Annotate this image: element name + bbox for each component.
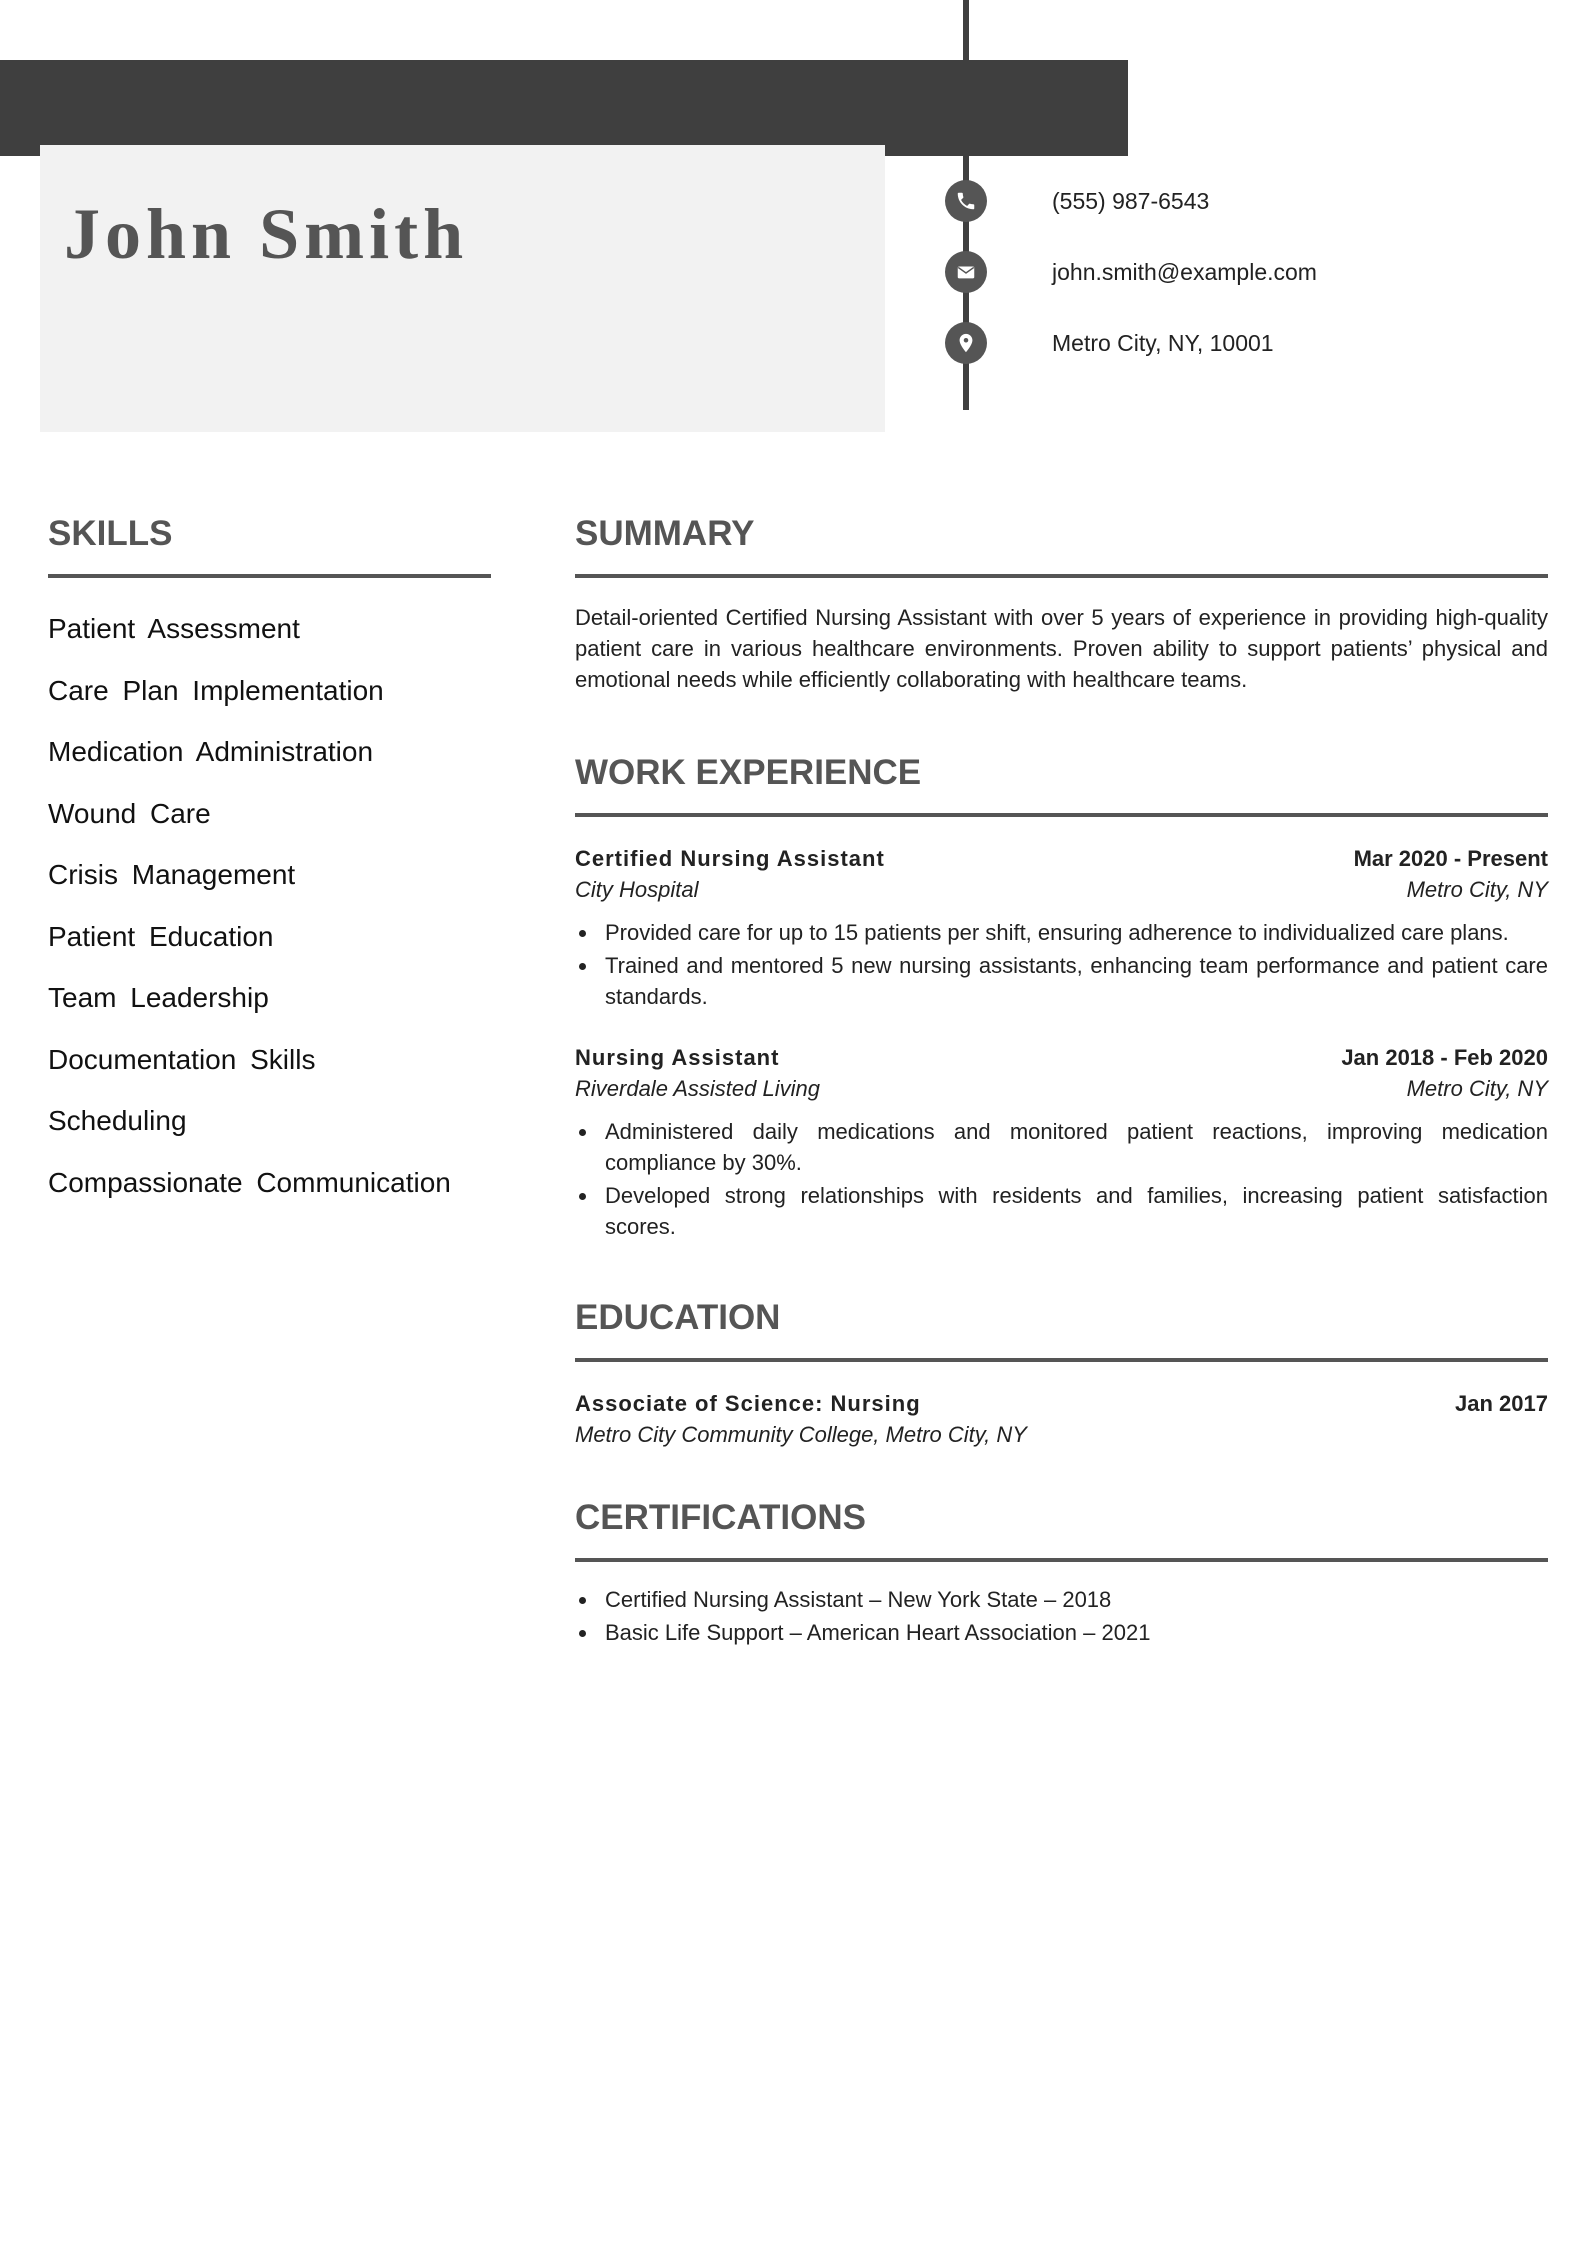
job-bullet: Trained and mentored 5 new nursing assistants, enhancing team performance and patient care standards. bbox=[575, 950, 1548, 1012]
job-bullets bbox=[575, 1116, 1548, 1242]
school: Metro City Community College, Metro City, NY bbox=[575, 1422, 1027, 1447]
contact-email-text: john.smith@example.com bbox=[1052, 258, 1317, 285]
skill-item: Medication Administration bbox=[48, 736, 374, 767]
education-entry bbox=[575, 1388, 1548, 1450]
experience-title: WORK EXPERIENCE bbox=[575, 753, 922, 792]
location-pin-icon bbox=[945, 322, 987, 364]
skill-item: Documentation Skills bbox=[48, 1043, 316, 1075]
job-bullets bbox=[575, 917, 1548, 1012]
contact-phone bbox=[945, 180, 1209, 222]
education-title: EDUCATION bbox=[575, 1298, 781, 1337]
certification-item: Basic Life Support – American Heart Association – 2021 bbox=[575, 1617, 1548, 1648]
job-employer: City Hospital bbox=[575, 877, 699, 902]
phone-icon bbox=[945, 180, 987, 222]
summary-divider bbox=[575, 574, 1548, 578]
candidate-name: John Smith bbox=[64, 194, 469, 274]
skill-item: Wound Care bbox=[48, 797, 211, 829]
job-entry bbox=[575, 843, 1548, 1012]
contact-location bbox=[945, 322, 1274, 364]
experience-section bbox=[575, 747, 1548, 1242]
name-box bbox=[40, 145, 885, 432]
education-divider bbox=[575, 1358, 1548, 1362]
summary-title: SUMMARY bbox=[575, 514, 755, 553]
skill-item: Care Plan Implementation bbox=[48, 674, 384, 706]
main-column bbox=[575, 508, 1548, 1650]
experience-divider bbox=[575, 813, 1548, 817]
header-accent-bar bbox=[0, 60, 1128, 156]
certifications-list bbox=[575, 1584, 1548, 1648]
summary-text: Detail-oriented Certified Nursing Assistant with over 5 years of experience in providing high-quality patient care in various healthcare environments. Proven ability to support patients’ physical and emotional needs while efficiently collaborating with healthcare teams. bbox=[575, 605, 1548, 692]
skill-item: Compassionate Communication bbox=[48, 1166, 451, 1198]
job-bullet: Developed strong relationships with residents and families, increasing patient satisfaction scores. bbox=[575, 1180, 1548, 1242]
job-bullet: Provided care for up to 15 patients per shift, ensuring adherence to individualized care plans. bbox=[575, 917, 1548, 948]
skills-divider bbox=[48, 574, 491, 578]
degree: Associate of Science: Nursing bbox=[575, 1391, 921, 1416]
job-entry bbox=[575, 1042, 1548, 1242]
contact-phone-text: (555) 987-6543 bbox=[1052, 187, 1210, 214]
job-dates: Jan 2018 - Feb 2020 bbox=[1341, 1045, 1548, 1070]
certification-item: Certified Nursing Assistant – New York State – 2018 bbox=[575, 1584, 1548, 1615]
job-title: Certified Nursing Assistant bbox=[575, 846, 885, 871]
job-title: Nursing Assistant bbox=[575, 1045, 780, 1070]
contact-email bbox=[945, 251, 1317, 293]
skill-item: Team Leadership bbox=[48, 982, 269, 1013]
job-employer: Riverdale Assisted Living bbox=[575, 1076, 820, 1101]
contact-location-text: Metro City, NY, 10001 bbox=[1052, 329, 1274, 356]
skills-column bbox=[48, 508, 491, 1213]
skill-item: Scheduling bbox=[48, 1105, 187, 1136]
skill-item: Crisis Management bbox=[48, 859, 296, 890]
envelope-icon bbox=[945, 251, 987, 293]
graduation-date: Jan 2017 bbox=[1455, 1391, 1548, 1416]
job-dates: Mar 2020 - Present bbox=[1353, 846, 1548, 871]
skills-title: SKILLS bbox=[48, 514, 173, 553]
job-bullet: Administered daily medications and monitored patient reactions, improving medication compliance by 30%. bbox=[575, 1116, 1548, 1178]
certifications-divider bbox=[575, 1558, 1548, 1562]
certifications-section bbox=[575, 1492, 1548, 1648]
job-location: Metro City, NY bbox=[1406, 877, 1548, 902]
skill-item: Patient Assessment bbox=[48, 613, 300, 644]
skill-item: Patient Education bbox=[48, 920, 274, 952]
certifications-title: CERTIFICATIONS bbox=[575, 1498, 867, 1537]
education-section bbox=[575, 1292, 1548, 1450]
skills-list bbox=[48, 598, 491, 1213]
summary-section bbox=[575, 508, 1548, 695]
job-location: Metro City, NY bbox=[1406, 1076, 1548, 1101]
